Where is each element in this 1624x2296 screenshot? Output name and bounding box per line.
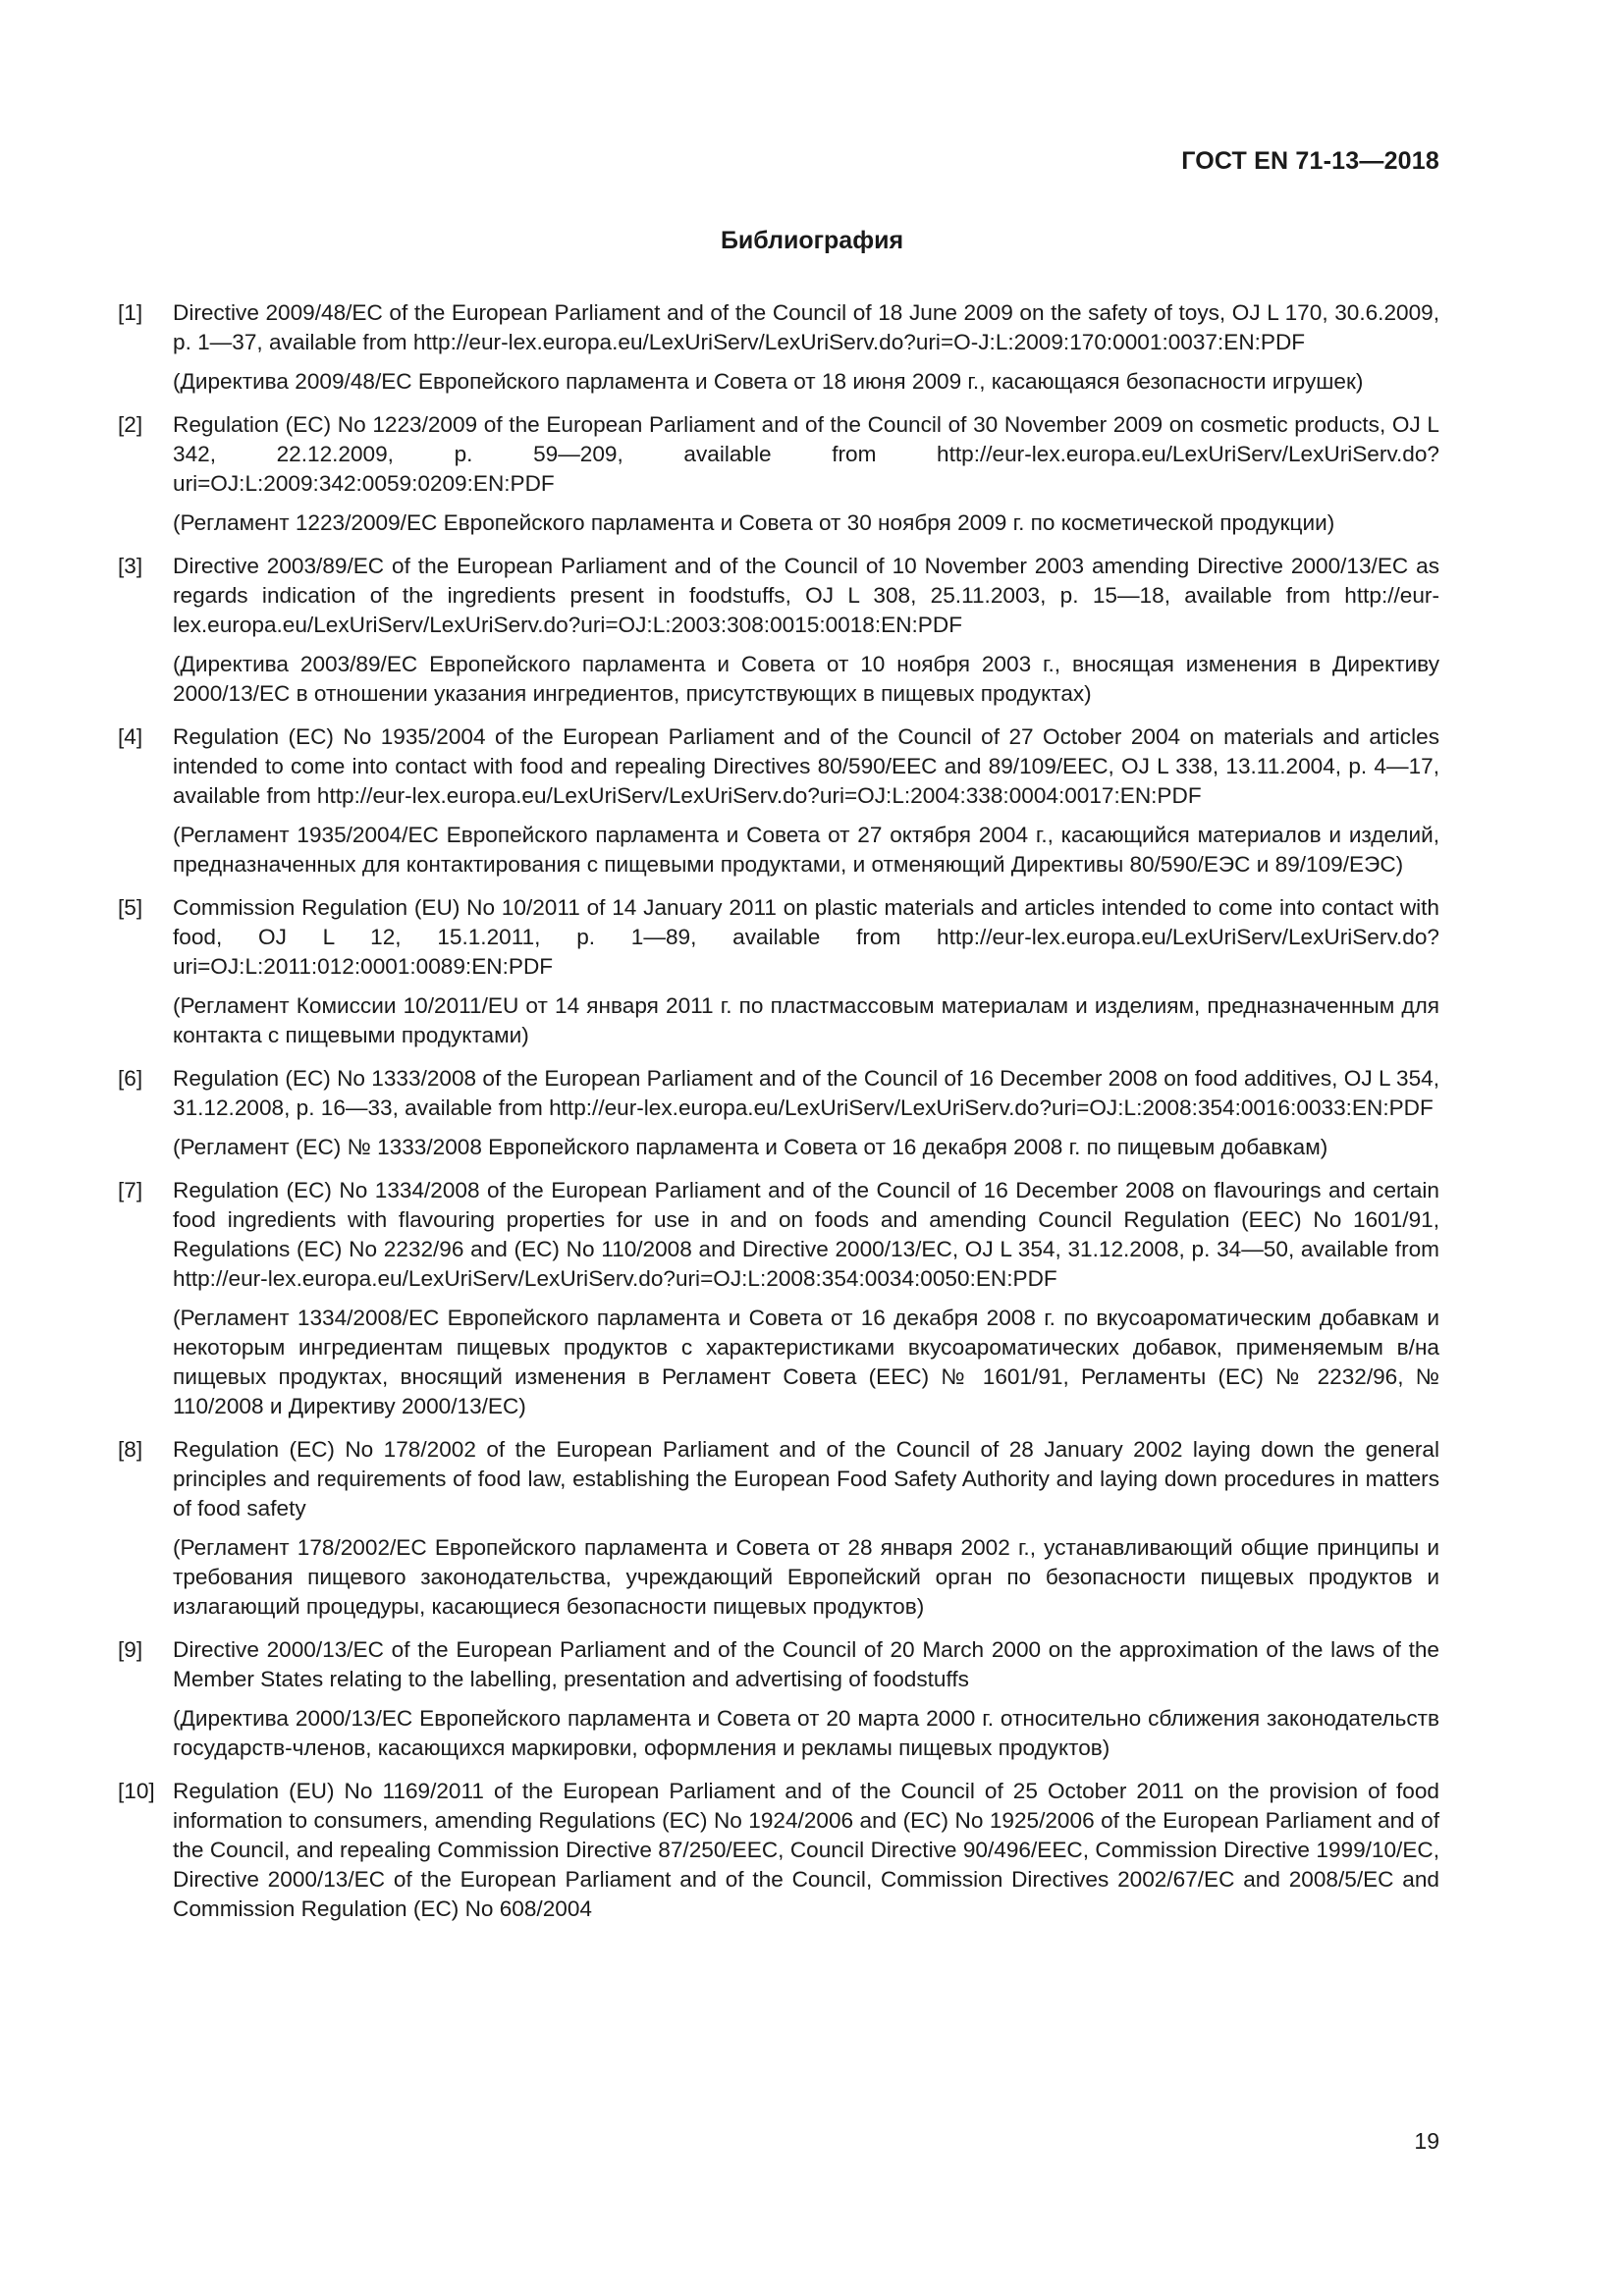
- entry-text-en: Directive 2003/89/EC of the European Parliament and of the Council of 10 November 2003 amending Directive 2000/13/EC as regards indication of the ingredients present in foodstuffs, OJ L 308, 25.11.2003, p. 15—18, available from http://eur-lex.europa.eu/LexUriServ/LexUriServ.do?uri=OJ:L:2003:308:0015:0018:EN:PDF: [173, 554, 1439, 637]
- entry-number: [9]: [118, 1637, 143, 1662]
- entry-number: [2]: [118, 412, 143, 437]
- document-code: ГОСТ EN 71-13—2018: [1181, 147, 1439, 175]
- entry-text-ru: (Директива 2009/48/ЕС Европейского парламента и Совета от 18 июня 2009 г., касающаяся безопасности игрушек): [173, 369, 1364, 394]
- entry-number: [6]: [118, 1066, 143, 1091]
- entry-text-en: Regulation (EU) No 1169/2011 of the European Parliament and of the Council of 25 October 2011 on the provision of food information to consumers, amending Regulations (EC) No 1924/2006 and (EC) No 1925/2006 of the European Parliament and of the Council, and repealing Commission Directive 87/250/EEC, Council Directive 90/496/EEC, Commission Directive 1999/10/EC, Directive 2000/13/EC of the European Parliament and of the Council, Commission Directives 2002/67/EC and 2008/5/EC and Commission Regulation (EC) No 608/2004: [173, 1779, 1439, 1921]
- bibliography-entry: [118, 1176, 1439, 1421]
- entry-text-en: Directive 2000/13/EC of the European Parliament and of the Council of 20 March 2000 on the approximation of the laws of the Member States relating to the labelling, presentation and advertising of foodstuffs: [173, 1637, 1439, 1691]
- entry-text-en: Regulation (EC) No 178/2002 of the European Parliament and of the Council of 28 January 2002 laying down the general principles and requirements of food law, establishing the European Food Safety Authority and laying down procedures in matters of food safety: [173, 1437, 1439, 1521]
- entry-text-ru: (Регламент 1334/2008/ЕС Европейского парламента и Совета от 16 декабря 2008 г. по вкусоароматическим добавкам и некоторым ингредиентам пищевых продуктов с характеристиками вкусоароматических добавок, применяемым в/на пищевых продуктах, вносящий изменения в Регламент Совета (ЕЕС) № 1601/91, Регламенты (ЕС) № 2232/96, № 110/2008 и Директиву 2000/13/ЕС): [173, 1306, 1439, 1418]
- entry-text-en: Regulation (EC) No 1935/2004 of the European Parliament and of the Council of 27 October 2004 on materials and articles intended to come into contact with food and repealing Directives 80/590/EEC and 89/109/EEC, OJ L 338, 13.11.2004, p. 4—17, available from http://eur-lex.europa.eu/LexUriServ/LexUriServ.do?uri=OJ:L:2004:338:0004:0017:EN:PDF: [173, 724, 1439, 808]
- bibliography-entry: [118, 552, 1439, 709]
- bibliography-entry: [118, 1635, 1439, 1763]
- entry-text-en: Regulation (EC) No 1334/2008 of the European Parliament and of the Council of 16 December 2008 on flavourings and certain food ingredients with flavouring properties for use in and on foods and amending Council Regulation (EEC) No 1601/91, Regulations (EC) No 2232/96 and (EC) No 110/2008 and Directive 2000/13/EC, OJ L 354, 31.12.2008, p. 34—50, available from http://eur-lex.europa.eu/LexUriServ/LexUriServ.do?uri=OJ:L:2008:354:0034:0050:EN:PDF: [173, 1178, 1439, 1291]
- entry-text-en: Directive 2009/48/EC of the European Parliament and of the Council of 18 June 2009 on the safety of toys, OJ L 170, 30.6.2009, p. 1—37, available from http://eur-lex.europa.eu/LexUriServ/LexUriServ.do?uri=O-J:L:2009:170:0001:0037:EN:PDF: [173, 300, 1439, 354]
- bibliography-entry: [118, 1777, 1439, 1924]
- bibliography-entry: [118, 893, 1439, 1050]
- entry-text-ru: (Директива 2000/13/ЕС Европейского парламента и Совета от 20 марта 2000 г. относительно сближения законодательств государств-членов, касающихся маркировки, оформления и рекламы пищевых продуктов): [173, 1706, 1439, 1760]
- bibliography-list: [118, 298, 1439, 1938]
- entry-text-ru: (Директива 2003/89/ЕС Европейского парламента и Совета от 10 ноября 2003 г., вносящая изменения в Директиву 2000/13/ЕС в отношении указания ингредиентов, присутствующих в пищевых продуктах): [173, 652, 1439, 706]
- entry-number: [3]: [118, 554, 143, 578]
- bibliography-entry: [118, 1435, 1439, 1622]
- entry-number: [5]: [118, 895, 143, 920]
- page-title: Библиография: [720, 227, 904, 254]
- entry-text-en: Commission Regulation (EU) No 10/2011 of 14 January 2011 on plastic materials and articles intended to come into contact with food, OJ L 12, 15.1.2011, p. 1—89, available from http://eur-lex.europa.eu/LexUriServ/LexUriServ.do?uri=OJ:L:2011:012:0001:0089:EN:PDF: [173, 895, 1439, 979]
- entry-text-en: Regulation (EC) No 1223/2009 of the European Parliament and of the Council of 30 November 2009 on cosmetic products, OJ L 342, 22.12.2009, p. 59—209, available from http://eur-lex.europa.eu/LexUriServ/LexUriServ.do?uri=OJ:L:2009:342:0059:0209:EN:PDF: [173, 412, 1439, 496]
- entry-number: [10]: [118, 1779, 155, 1803]
- entry-number: [8]: [118, 1437, 143, 1462]
- entry-text-ru: (Регламент 1223/2009/ЕС Европейского парламента и Совета от 30 ноября 2009 г. по косметической продукции): [173, 510, 1335, 535]
- page-number: 19: [1414, 2128, 1439, 2154]
- entry-number: [7]: [118, 1178, 143, 1202]
- entry-number: [4]: [118, 724, 143, 749]
- entry-text-ru: (Регламент (ЕС) № 1333/2008 Европейского парламента и Совета от 16 декабря 2008 г. по пищевым добавкам): [173, 1135, 1328, 1159]
- entry-text-ru: (Регламент 1935/2004/ЕС Европейского парламента и Совета от 27 октября 2004 г., касающийся материалов и изделий, предназначенных для контактирования с пищевыми продуктами, и отменяющий Директивы 80/590/ЕЭС и 89/109/ЕЭС): [173, 823, 1439, 877]
- entry-text-ru: (Регламент Комиссии 10/2011/EU от 14 января 2011 г. по пластмассовым материалам и изделиям, предназначенным для контакта с пищевыми продуктами): [173, 993, 1439, 1047]
- entry-text-ru: (Регламент 178/2002/ЕС Европейского парламента и Совета от 28 января 2002 г., устанавливающий общие принципы и требования пищевого законодательства, учреждающий Европейский орган по безопасности пищевых продуктов и излагающий процедуры, касающиеся безопасности пищевых продуктов): [173, 1535, 1439, 1619]
- entry-text-en: Regulation (EC) No 1333/2008 of the European Parliament and of the Council of 16 December 2008 on food additives, OJ L 354, 31.12.2008, p. 16—33, available from http://eur-lex.europa.eu/LexUriServ/LexUriServ.do?uri=OJ:L:2008:354:0016:0033:EN:PDF: [173, 1066, 1439, 1120]
- bibliography-entry: [118, 298, 1439, 397]
- bibliography-entry: [118, 410, 1439, 538]
- entry-number: [1]: [118, 300, 143, 325]
- bibliography-entry: [118, 1064, 1439, 1162]
- bibliography-entry: [118, 722, 1439, 880]
